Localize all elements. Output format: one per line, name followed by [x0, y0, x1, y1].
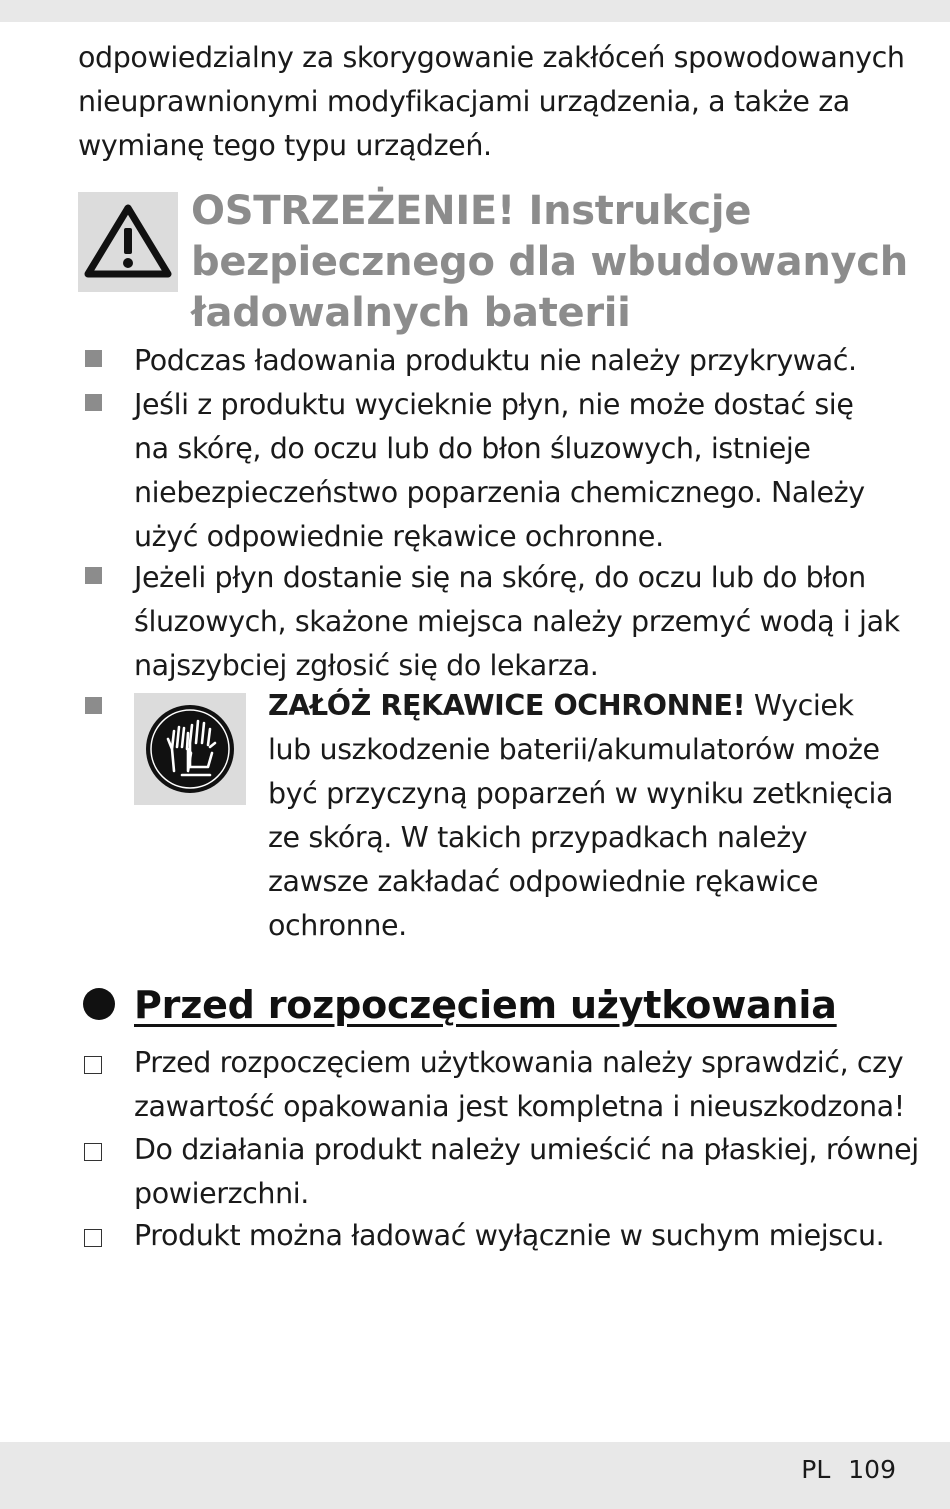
page-number: 109: [848, 1455, 896, 1484]
glove-icon-box: [134, 693, 246, 805]
section-title: Przed rozpoczęciem użytkowania: [134, 983, 837, 1027]
language-code: PL: [801, 1455, 831, 1484]
bullet-line: najszybciej zgłosić się do lekarza.: [134, 649, 599, 682]
glove-notice-line: lub uszkodzenie baterii/akumulatorów może: [268, 733, 880, 766]
bullet-line: Podczas ładowania produktu nie należy przykrywać.: [134, 344, 857, 377]
bullet-square: [85, 350, 102, 367]
bullet-line: użyć odpowiednie rękawice ochronne.: [134, 520, 664, 553]
intro-line: wymianę tego typu urządzeń.: [78, 129, 492, 162]
glove-notice-line: ze skórą. W takich przypadkach należy: [268, 821, 808, 854]
glove-notice-line: być przyczyną poparzeń w wyniku zetknięcia: [268, 777, 894, 810]
glove-notice-heading: ZAŁÓŻ RĘKAWICE OCHRONNE!: [268, 689, 746, 722]
top-band: [0, 0, 950, 22]
warning-bullet-item: [134, 339, 924, 383]
bullet-line: na skórę, do oczu lub do błon śluzowych, istnieje: [134, 432, 811, 465]
checklist-line: Do działania produkt należy umieścić na płaskiej, równej: [134, 1133, 919, 1166]
warning-heading-line: ładowalnych baterii: [191, 290, 631, 336]
glove-notice-first-line: [268, 684, 918, 728]
checklist-line: powierzchni.: [134, 1177, 309, 1210]
bullet-square: [85, 697, 102, 714]
bullet-line: niebezpieczeństwo poparzenia chemicznego. Należy: [134, 476, 865, 509]
checklist-item: [134, 1128, 924, 1216]
checklist-box: [84, 1143, 102, 1161]
bullet-line: Jeśli z produktu wycieknie płyn, nie może dostać się: [134, 388, 854, 421]
warning-icon-box: [78, 192, 178, 292]
bullet-line: śluzowych, skażone miejsca należy przemyć wodą i jak: [134, 605, 900, 638]
glove-notice-line: zawsze zakładać odpowiednie rękawice: [268, 865, 819, 898]
intro-line: nieuprawnionymi modyfikacjami urządzenia, a także za: [78, 85, 850, 118]
bullet-line: Jeżeli płyn dostanie się na skórę, do oczu lub do błon: [134, 561, 866, 594]
bullet-square: [85, 394, 102, 411]
glove-notice-line: ochronne.: [268, 909, 407, 942]
glove-notice-line: Wyciek: [745, 689, 854, 722]
checklist-box: [84, 1229, 102, 1247]
checklist-line: Produkt można ładować wyłącznie w suchym miejscu.: [134, 1219, 885, 1252]
warning-heading: [191, 186, 931, 339]
protective-gloves-icon: [144, 703, 236, 795]
page-footer: [783, 1455, 896, 1484]
glove-notice-text: [268, 684, 918, 948]
warning-heading-line: bezpiecznego dla wbudowanych: [191, 239, 908, 285]
warning-bullet-item: [134, 556, 924, 688]
warning-bullet-item: [134, 383, 924, 559]
checklist-line: Przed rozpoczęciem użytkowania należy sprawdzić, czy: [134, 1046, 904, 1079]
checklist-item: [134, 1041, 924, 1129]
bullet-square: [85, 567, 102, 584]
checklist-line: zawartość opakowania jest kompletna i nieuszkodzona!: [134, 1090, 905, 1123]
intro-paragraph: [78, 36, 928, 168]
section-bullet-dot: [83, 988, 115, 1020]
warning-triangle-icon: [84, 202, 172, 280]
checklist-box: [84, 1056, 102, 1074]
intro-line: odpowiedzialny za skorygowanie zakłóceń spowodowanych: [78, 41, 905, 74]
warning-heading-line: OSTRZEŻENIE! Instrukcje: [191, 188, 752, 234]
checklist-item: [134, 1214, 924, 1258]
